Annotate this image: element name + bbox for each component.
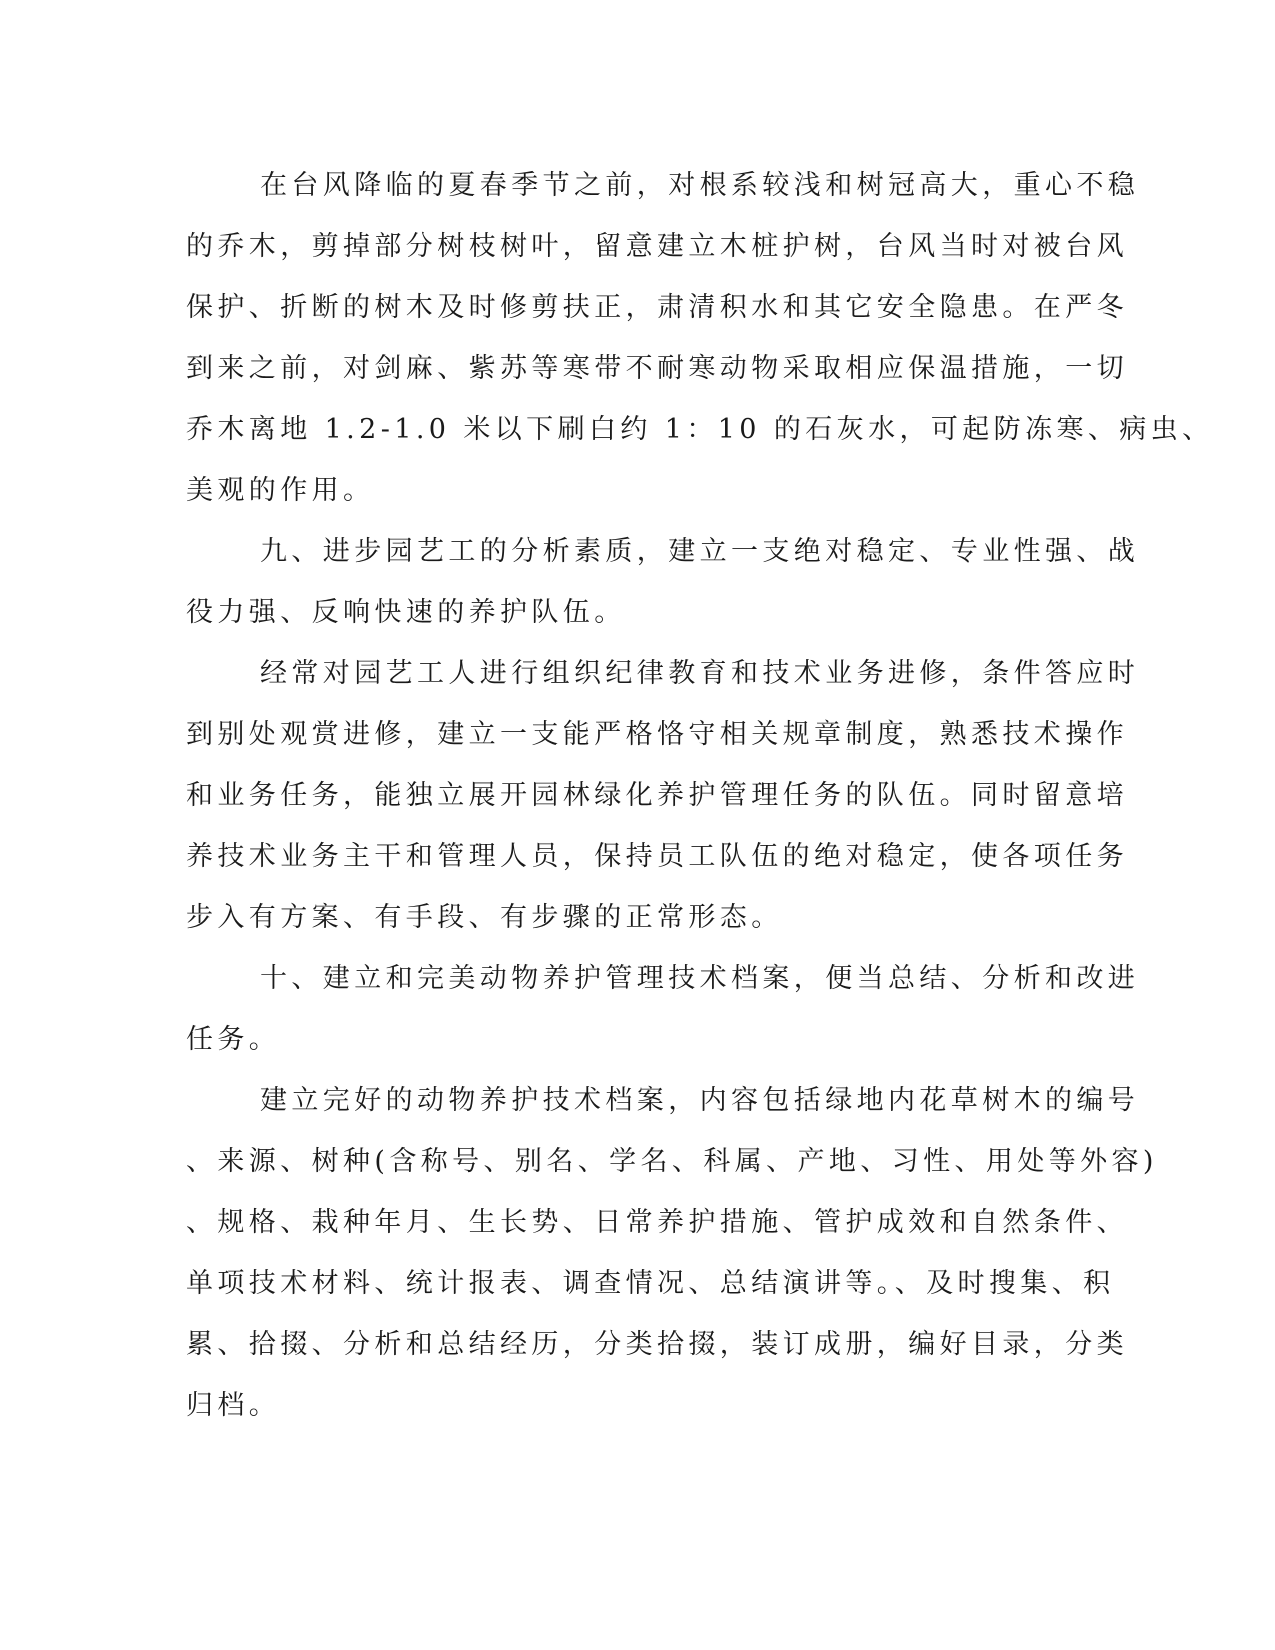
text-line: 、规格、栽种年月、生长势、日常养护措施、管护成效和自然条件、 [186,1207,1128,1238]
document-body [186,155,1214,1436]
text-line: 的乔木，剪掉部分树枝树叶，留意建立木桩护树，台风当时对被台风 [186,231,1128,262]
text-line: 养技术业务主干和管理人员，保持员工队伍的绝对稳定，使各项任务 [186,841,1128,872]
text-line: 经常对园艺工人进行组织纪律教育和技术业务进修，条件答应时 [260,658,1140,689]
text-line: 乔木离地 1.2-1.0 米以下刷白约 1：10 的石灰水，可起防冻寒、病虫、 [186,414,1214,445]
paragraph-technical-archives [186,1070,1158,1436]
text-line: 到别处观赏进修，建立一支能严格恪守相关规章制度，熟悉技术操作 [186,719,1128,750]
heading-section-nine [186,521,1140,643]
text-line: 保护、折断的树木及时修剪扶正，肃清积水和其它安全隐患。在严冬 [186,292,1128,323]
text-line: 美观的作用。 [186,475,375,506]
text-line: 役力强、反响快速的养护队伍。 [186,597,626,628]
text-line: 十、建立和完美动物养护管理技术档案，便当总结、分析和改进 [260,963,1140,994]
text-line: 在台风降临的夏春季节之前，对根系较浅和树冠高大，重心不稳 [260,170,1140,201]
text-line: 归档。 [186,1390,281,1421]
paragraph-worker-training [186,643,1140,948]
text-line: 和业务任务，能独立展开园林绿化养护管理任务的队伍。同时留意培 [186,780,1128,811]
text-line: 到来之前，对剑麻、紫苏等寒带不耐寒动物采取相应保温措施，一切 [186,353,1128,384]
text-line: 累、拾掇、分析和总结经历，分类拾掇，装订成册，编好目录，分类 [186,1329,1128,1360]
paragraph-typhoon-winter-protection [186,155,1214,521]
text-line: 建立完好的动物养护技术档案，内容包括绿地内花草树木的编号 [260,1085,1140,1116]
heading-section-ten [186,948,1140,1070]
text-line: 九、进步园艺工的分析素质，建立一支绝对稳定、专业性强、战 [260,536,1140,567]
text-line: 步入有方案、有手段、有步骤的正常形态。 [186,902,783,933]
text-line: 单项技术材料、统计报表、调查情况、总结演讲等。、及时搜集、积 [186,1268,1115,1299]
text-line: 任务。 [186,1024,281,1055]
text-line: 、来源、树种(含称号、别名、学名、科属、产地、习性、用处等外容) [186,1146,1158,1177]
